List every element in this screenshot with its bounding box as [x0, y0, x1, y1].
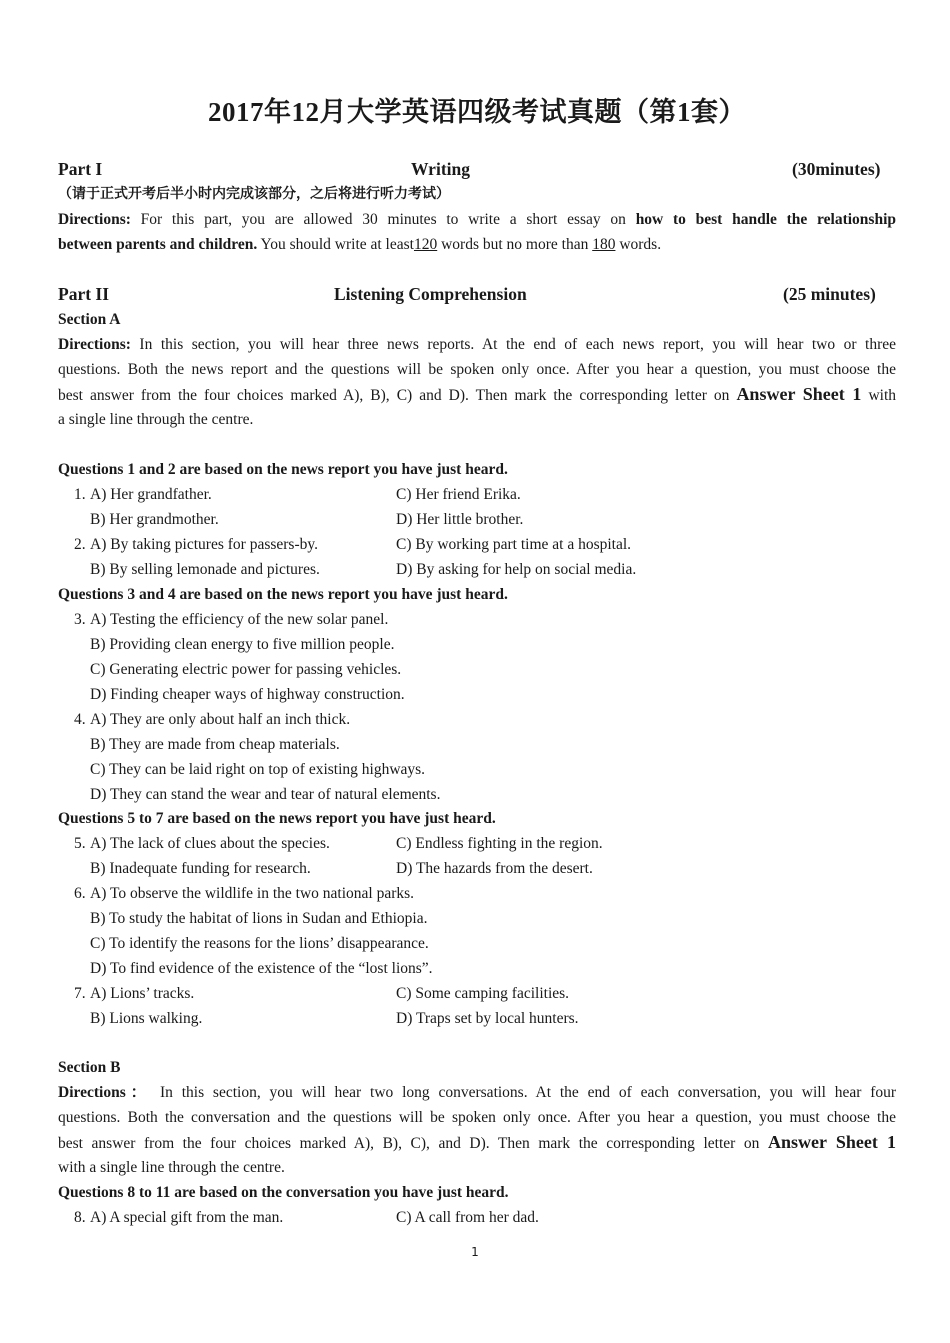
option-c: C) Endless fighting in the region.: [396, 835, 603, 852]
section-b-label: Section B: [58, 1059, 121, 1076]
page-title: 2017年12月大学英语四级考试真题（第1套）: [208, 97, 746, 127]
section-b-directions-3: best answer from the four choices marked A), B), C), and D). Then mark the corresponding letter on Answer Sheet 1: [58, 1132, 897, 1152]
option-a: A) The lack of clues about the species.: [90, 835, 330, 852]
section-a-label: Section A: [58, 311, 121, 328]
question-group-heading: Questions 3 and 4 are based on the news report you have just heard.: [58, 586, 508, 603]
section-b-directions-2: questions. Both the conversation and the questions will be spoken only once. After you hear a question, you must choose the: [58, 1109, 896, 1126]
option-d: D) Traps set by local hunters.: [396, 1010, 579, 1027]
part1-note: （请于正式开考后半小时内完成该部分，之后将进行听力考试）: [58, 186, 450, 202]
part1-name: Writing: [411, 159, 470, 179]
option-a: A) To observe the wildlife in the two national parks.: [90, 885, 415, 902]
option-d: D) By asking for help on social media.: [396, 561, 637, 578]
option-a: A) By taking pictures for passers-by.: [90, 536, 318, 553]
part1-directions-line2: between parents and children. You should write at least120 words but no more than 180 words.: [58, 236, 662, 253]
option-c: C) Some camping facilities.: [396, 985, 570, 1002]
option-c: C) By working part time at a hospital.: [396, 536, 632, 553]
option-a: A) Lions’ tracks.: [90, 985, 195, 1002]
section-b-directions-1: Directions： In this section, you will hear two long conversations. At the end of each conversation, you will hear four: [58, 1084, 897, 1101]
option-b: B) Her grandmother.: [90, 511, 219, 528]
question-group-heading: Questions 8 to 11 are based on the conversation you have just heard.: [58, 1184, 509, 1201]
answer-sheet-label: Answer Sheet 1: [767, 1132, 897, 1152]
part2-time: (25 minutes): [783, 284, 876, 304]
option-a: A) They are only about half an inch thick.: [90, 711, 351, 728]
part2-name: Listening Comprehension: [334, 284, 527, 304]
answer-sheet-label: Answer Sheet 1: [736, 384, 862, 404]
option-a: A) Her grandfather.: [90, 486, 212, 503]
part2-label: Part II: [58, 284, 110, 304]
option-a: A) A special gift from the man.: [90, 1209, 284, 1226]
page-number: 1: [471, 1245, 479, 1259]
section-a-directions-4: a single line through the centre.: [58, 411, 254, 428]
option-a: A) Testing the efficiency of the new solar panel.: [90, 611, 389, 628]
option-c: C) A call from her dad.: [396, 1209, 539, 1226]
option-d: D) Her little brother.: [396, 511, 524, 528]
section-a-directions-3: best answer from the four choices marked A), B), C) and D). Then mark the corresponding letter on Answer Sheet 1 with: [58, 384, 896, 404]
part1-directions-line1: Directions: For this part, you are allowed 30 minutes to write a short essay on how to best handle the relationship: [58, 211, 896, 228]
option-d: D) The hazards from the desert.: [396, 860, 593, 877]
option-b: B) Lions walking.: [90, 1010, 203, 1027]
section-a-directions-2: questions. Both the news report and the questions will be spoken only once. After you hear a question, you must choose the: [58, 361, 896, 378]
section-a-directions-1: Directions: In this section, you will hear three news reports. At the end of each news report, you will hear two or three: [58, 336, 897, 353]
max-words: 180: [592, 236, 616, 253]
section-b-directions-4: with a single line through the centre.: [58, 1159, 285, 1176]
option-c: C) Her friend Erika.: [396, 486, 521, 503]
option-b: B) Inadequate funding for research.: [90, 860, 311, 877]
question-group-heading: Questions 1 and 2 are based on the news report you have just heard.: [58, 461, 508, 478]
question-group-heading: Questions 5 to 7 are based on the news report you have just heard.: [58, 810, 496, 827]
option-b: B) By selling lemonade and pictures.: [90, 561, 320, 578]
part1-time: (30minutes): [792, 159, 881, 179]
min-words: 120: [413, 236, 438, 253]
part1-label: Part I: [58, 159, 103, 179]
